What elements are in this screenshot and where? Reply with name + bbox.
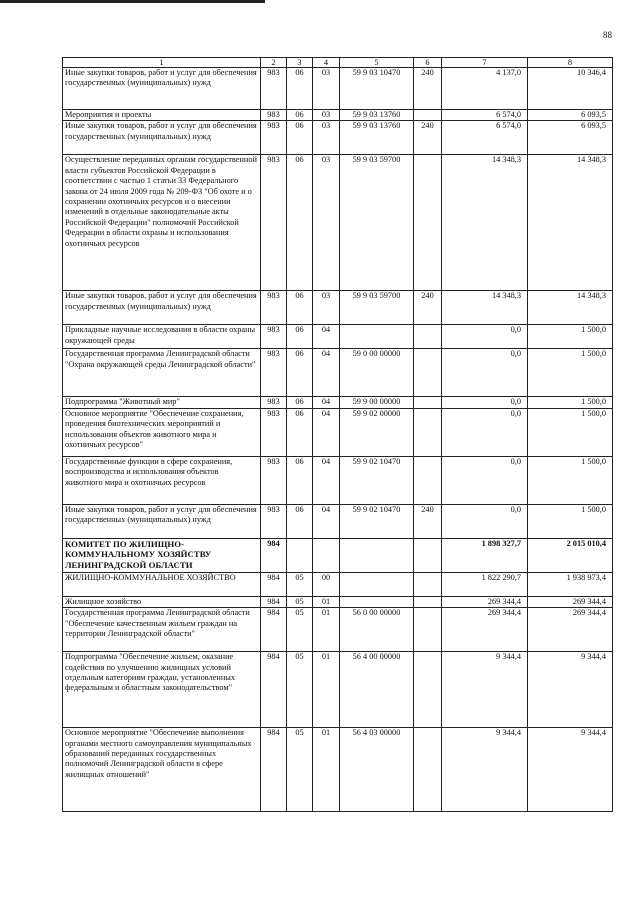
row-name-cell: Иные закупки товаров, работ и услуг для обеспечения государственных (муниципальных) нужд — [63, 68, 261, 110]
row-section-cell: 06 — [287, 155, 313, 291]
row-type-cell — [414, 652, 442, 728]
header-cell: 3 — [287, 58, 313, 68]
row-subsection-cell: 04 — [313, 504, 340, 538]
row-subsection-cell: 01 — [313, 596, 340, 607]
row-section-cell: 06 — [287, 68, 313, 110]
row-amount-2021-cell: 2 015 010,4 — [528, 538, 613, 572]
row-type-cell: 240 — [414, 291, 442, 325]
row-subsection-cell: 01 — [313, 652, 340, 728]
row-section-cell: 06 — [287, 325, 313, 349]
row-section-cell: 05 — [287, 572, 313, 596]
row-subsection-cell: 00 — [313, 572, 340, 596]
row-amount-2021-cell: 14 348,3 — [528, 291, 613, 325]
row-code-gr-cell: 984 — [261, 608, 287, 652]
row-code-gr-cell: 983 — [261, 155, 287, 291]
row-amount-2021-cell: 10 346,4 — [528, 68, 613, 110]
row-name-cell: КОМИТЕТ ПО ЖИЛИЩНО-КОММУНАЛЬНОМУ ХОЗЯЙСТВУ ЛЕНИНГРАДСКОЙ ОБЛАСТИ — [63, 538, 261, 572]
row-type-cell — [414, 608, 442, 652]
row-amount-2020-cell: 4 137,0 — [442, 68, 528, 110]
row-subsection-cell: 04 — [313, 456, 340, 504]
row-code-gr-cell: 983 — [261, 325, 287, 349]
table-row — [63, 110, 613, 121]
row-code-gr-cell: 983 — [261, 456, 287, 504]
table-row — [63, 121, 613, 155]
header-cell: 2 — [261, 58, 287, 68]
row-name-cell: Прикладные научные исследования в области охраны окружающей среды — [63, 325, 261, 349]
row-amount-2020-cell: 14 348,3 — [442, 155, 528, 291]
row-amount-2021-cell: 1 938 973,4 — [528, 572, 613, 596]
table-row — [63, 728, 613, 812]
row-name-cell: Основное мероприятие "Обеспечение сохранения, проведения биотехнических мероприятий и использования объектов животного мира и охотничьих ресурсов" — [63, 408, 261, 456]
row-amount-2020-cell: 0,0 — [442, 397, 528, 408]
header-cell: 6 — [414, 58, 442, 68]
table-row — [63, 155, 613, 291]
row-amount-2021-cell: 9 344,4 — [528, 728, 613, 812]
row-name-cell: Государственная программа Ленинградской области "Обеспечение качественным жильем граждан на территории Ленинградской области" — [63, 608, 261, 652]
row-type-cell: 240 — [414, 121, 442, 155]
table-row — [63, 349, 613, 397]
row-subsection-cell: 01 — [313, 608, 340, 652]
row-code-gr-cell: 983 — [261, 68, 287, 110]
row-amount-2021-cell: 14 348,3 — [528, 155, 613, 291]
row-amount-2020-cell: 6 574,0 — [442, 121, 528, 155]
table-row — [63, 456, 613, 504]
row-amount-2020-cell: 9 344,4 — [442, 728, 528, 812]
row-amount-2020-cell: 9 344,4 — [442, 652, 528, 728]
row-name-cell: Основное мероприятие "Обеспечение выполнения органами местного самоуправления муниципальных образований переданных государственных полномочий Ленинградской области в сфере жилищных отношений" — [63, 728, 261, 812]
row-subsection-cell: 03 — [313, 68, 340, 110]
row-name-cell: Иные закупки товаров, работ и услуг для обеспечения государственных (муниципальных) нужд — [63, 121, 261, 155]
table-row — [63, 397, 613, 408]
row-amount-2021-cell: 1 500,0 — [528, 504, 613, 538]
row-subsection-cell — [313, 538, 340, 572]
header-row — [63, 58, 613, 68]
header-cell: 5 — [340, 58, 414, 68]
row-code-gr-cell: 983 — [261, 504, 287, 538]
row-amount-2020-cell: 6 574,0 — [442, 110, 528, 121]
row-name-cell: Государственные функции в сфере сохранения, воспроизводства и использования объектов животного мира и охотничьих ресурсов — [63, 456, 261, 504]
table-row — [63, 538, 613, 572]
row-code-gr-cell: 983 — [261, 397, 287, 408]
row-code-gr-cell: 984 — [261, 538, 287, 572]
row-code-gr-cell: 983 — [261, 121, 287, 155]
row-type-cell — [414, 110, 442, 121]
row-amount-2020-cell: 0,0 — [442, 408, 528, 456]
row-type-cell — [414, 408, 442, 456]
row-type-cell — [414, 728, 442, 812]
row-type-cell: 240 — [414, 504, 442, 538]
row-section-cell: 05 — [287, 608, 313, 652]
row-amount-2020-cell: 0,0 — [442, 325, 528, 349]
row-type-cell — [414, 456, 442, 504]
row-name-cell: Мероприятия и проекты — [63, 110, 261, 121]
row-code-gr-cell: 983 — [261, 408, 287, 456]
row-code-gr-cell: 984 — [261, 728, 287, 812]
row-code-gr-cell: 983 — [261, 291, 287, 325]
table-row — [63, 408, 613, 456]
row-target-cell — [340, 538, 414, 572]
scan-edge-line — [0, 0, 265, 3]
row-amount-2021-cell: 1 500,0 — [528, 349, 613, 397]
table-row — [63, 596, 613, 607]
row-amount-2021-cell: 1 500,0 — [528, 456, 613, 504]
row-subsection-cell: 03 — [313, 121, 340, 155]
row-subsection-cell: 01 — [313, 728, 340, 812]
row-subsection-cell: 04 — [313, 349, 340, 397]
row-target-cell: 59 9 02 10470 — [340, 504, 414, 538]
row-code-gr-cell: 984 — [261, 596, 287, 607]
row-amount-2021-cell: 1 500,0 — [528, 408, 613, 456]
row-amount-2021-cell: 6 093,5 — [528, 110, 613, 121]
header-cell: 7 — [442, 58, 528, 68]
row-section-cell: 06 — [287, 456, 313, 504]
header-cell: 1 — [63, 58, 261, 68]
row-amount-2021-cell: 6 093,5 — [528, 121, 613, 155]
row-name-cell: Государственная программа Ленинградской области "Охрана окружающей среды Ленинградской области" — [63, 349, 261, 397]
row-subsection-cell: 04 — [313, 408, 340, 456]
row-subsection-cell: 04 — [313, 397, 340, 408]
row-code-gr-cell: 984 — [261, 652, 287, 728]
header-cell: 8 — [528, 58, 613, 68]
row-amount-2021-cell: 1 500,0 — [528, 325, 613, 349]
row-target-cell: 59 9 03 59700 — [340, 155, 414, 291]
row-target-cell — [340, 572, 414, 596]
table-row — [63, 325, 613, 349]
table-row — [63, 504, 613, 538]
row-amount-2021-cell: 269 344,4 — [528, 608, 613, 652]
row-target-cell: 59 9 03 13760 — [340, 121, 414, 155]
row-section-cell: 05 — [287, 652, 313, 728]
row-target-cell: 59 0 00 00000 — [340, 349, 414, 397]
row-amount-2020-cell: 0,0 — [442, 504, 528, 538]
row-subsection-cell: 03 — [313, 110, 340, 121]
row-section-cell: 06 — [287, 504, 313, 538]
row-type-cell — [414, 155, 442, 291]
row-type-cell — [414, 572, 442, 596]
row-amount-2020-cell: 269 344,4 — [442, 608, 528, 652]
row-code-gr-cell: 984 — [261, 572, 287, 596]
row-subsection-cell: 03 — [313, 155, 340, 291]
row-amount-2021-cell: 1 500,0 — [528, 397, 613, 408]
row-name-cell: Осуществление переданных органам государственной власти субъектов Российской Федерации в соответствии с частью 1 статьи 33 Федерального закона от 24 июля 2009 года № 209-ФЗ "Об охоте и о сохранении охотничьих ресурсов и о внесении изменений в отдельные законодательные акты Российской Федерации" полномочий Российской Федерации в области охраны и использования охотничьих ресурсов — [63, 155, 261, 291]
row-target-cell: 59 9 03 10470 — [340, 68, 414, 110]
row-section-cell: 05 — [287, 596, 313, 607]
row-amount-2021-cell: 269 344,4 — [528, 596, 613, 607]
table-row — [63, 652, 613, 728]
row-type-cell — [414, 325, 442, 349]
row-subsection-cell: 03 — [313, 291, 340, 325]
row-subsection-cell: 04 — [313, 325, 340, 349]
header-cell: 4 — [313, 58, 340, 68]
row-section-cell: 06 — [287, 121, 313, 155]
row-target-cell: 59 9 02 00000 — [340, 408, 414, 456]
row-target-cell: 56 4 03 00000 — [340, 728, 414, 812]
row-name-cell: Подпрограмма "Обеспечение жильем, оказание содействия по улучшению жилищных условий отдельным категориям граждан, установленных федеральным и областным законодательством" — [63, 652, 261, 728]
row-type-cell — [414, 397, 442, 408]
row-code-gr-cell: 983 — [261, 110, 287, 121]
row-name-cell: Иные закупки товаров, работ и услуг для обеспечения государственных (муниципальных) нужд — [63, 291, 261, 325]
row-amount-2020-cell: 269 344,4 — [442, 596, 528, 607]
row-amount-2020-cell: 14 348,3 — [442, 291, 528, 325]
row-code-gr-cell: 983 — [261, 349, 287, 397]
row-target-cell: 56 4 00 00000 — [340, 652, 414, 728]
row-target-cell — [340, 596, 414, 607]
table-row — [63, 291, 613, 325]
row-type-cell: 240 — [414, 68, 442, 110]
row-target-cell: 56 0 00 00000 — [340, 608, 414, 652]
row-amount-2020-cell: 0,0 — [442, 349, 528, 397]
row-type-cell — [414, 596, 442, 607]
table-row — [63, 608, 613, 652]
row-section-cell: 06 — [287, 110, 313, 121]
row-type-cell — [414, 349, 442, 397]
row-section-cell: 05 — [287, 728, 313, 812]
row-amount-2020-cell: 1 898 327,7 — [442, 538, 528, 572]
row-target-cell — [340, 325, 414, 349]
page-number: 88 — [603, 30, 612, 40]
row-section-cell: 06 — [287, 291, 313, 325]
row-target-cell: 59 9 03 13760 — [340, 110, 414, 121]
row-amount-2020-cell: 0,0 — [442, 456, 528, 504]
row-target-cell: 59 9 02 10470 — [340, 456, 414, 504]
row-section-cell: 06 — [287, 349, 313, 397]
table-row — [63, 68, 613, 110]
row-section-cell: 06 — [287, 408, 313, 456]
row-name-cell: Иные закупки товаров, работ и услуг для обеспечения государственных (муниципальных) нужд — [63, 504, 261, 538]
row-type-cell — [414, 538, 442, 572]
row-target-cell: 59 9 00 00000 — [340, 397, 414, 408]
row-amount-2021-cell: 9 344,4 — [528, 652, 613, 728]
budget-table — [62, 57, 613, 812]
row-name-cell: Подпрограмма "Животный мир" — [63, 397, 261, 408]
row-section-cell: 06 — [287, 397, 313, 408]
row-name-cell: Жилищное хозяйство — [63, 596, 261, 607]
row-name-cell: ЖИЛИЩНО-КОММУНАЛЬНОЕ ХОЗЯЙСТВО — [63, 572, 261, 596]
row-target-cell: 59 9 03 59700 — [340, 291, 414, 325]
row-amount-2020-cell: 1 822 290,7 — [442, 572, 528, 596]
table-row — [63, 572, 613, 596]
row-section-cell — [287, 538, 313, 572]
